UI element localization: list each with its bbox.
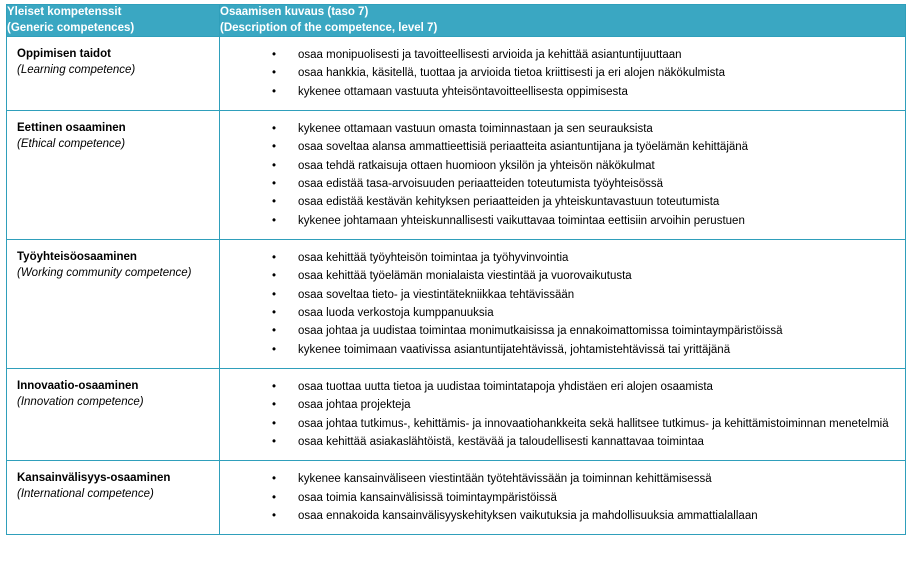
- bullet-point-icon: •: [272, 491, 277, 504]
- list-item-text: kykenee ottamaan vastuun omasta toiminnastaan ja sen seurauksista: [298, 123, 653, 136]
- list-item: [220, 158, 897, 174]
- competence-description-wrapper: [220, 37, 905, 110]
- table-header-row: [7, 5, 906, 37]
- competence-bullet-list: [220, 121, 897, 229]
- list-item: [220, 397, 897, 413]
- list-item-text: osaa tuottaa uutta tietoa ja uudistaa toimintatapoja yhdistäen eri alojen osaamista: [298, 380, 713, 393]
- competence-name-cell: [7, 368, 220, 460]
- list-item-text: osaa johtaa ja uudistaa toimintaa monimutkaisissa ja ennakoimattomissa toimintaympäristöissä: [298, 325, 783, 338]
- bullet-point-icon: •: [272, 123, 277, 136]
- list-item-text: osaa johtaa tutkimus-, kehittämis- ja innovaatiohankkeita sekä hallitsee tutkimus- ja kehittämistoiminnan menetelmiä: [298, 417, 889, 430]
- list-item: [220, 379, 897, 395]
- list-item: [220, 139, 897, 155]
- list-item: [220, 65, 897, 81]
- list-item-text: kykenee johtamaan yhteiskunnallisesti vaikuttavaa toimintaa eettisiin arvoihin perustuen: [298, 214, 745, 227]
- list-item-text: osaa ennakoida kansainvälisyyskehityksen vaikutuksia ja mahdollisuuksia ammattialallaan: [298, 509, 758, 522]
- bullet-point-icon: •: [272, 288, 277, 301]
- bullet-point-icon: •: [272, 270, 277, 283]
- competence-name-wrapper: [7, 240, 219, 291]
- competence-name-wrapper: [7, 461, 219, 512]
- list-item: [220, 194, 897, 210]
- table-row: [7, 239, 906, 368]
- list-item-text: osaa soveltaa tieto- ja viestintätekniikkaa tehtävissään: [298, 288, 575, 301]
- list-item: [220, 434, 897, 450]
- competence-subtitle: (Ethical competence): [17, 137, 126, 150]
- competence-bullet-list: [220, 471, 897, 524]
- competence-description-cell: [220, 461, 906, 535]
- list-item: [220, 250, 897, 266]
- bullet-point-icon: •: [272, 141, 277, 154]
- table-body: [7, 37, 906, 535]
- bullet-point-icon: •: [272, 306, 277, 319]
- competence-subtitle: (Learning competence): [17, 63, 136, 76]
- list-item-text: osaa edistää kestävän kehityksen periaatteiden ja yhteiskuntavastuun toteutumista: [298, 196, 720, 209]
- column-header-generic-competences-line2: (Generic competences): [7, 21, 135, 34]
- bullet-point-icon: •: [272, 380, 277, 393]
- competence-name-wrapper: [7, 111, 219, 162]
- bullet-point-icon: •: [272, 159, 277, 172]
- competence-subtitle: (Innovation competence): [17, 395, 144, 408]
- list-item-text: osaa kehittää työyhteisön toimintaa ja työhyvinvointia: [298, 251, 569, 264]
- bullet-point-icon: •: [272, 214, 277, 227]
- list-item-text: osaa toimia kansainvälisissä toimintaympäristöissä: [298, 491, 557, 504]
- bullet-point-icon: •: [272, 49, 277, 62]
- list-item-text: osaa luoda verkostoja kumppanuuksia: [298, 306, 494, 319]
- list-item: [220, 416, 897, 432]
- column-header-generic-competences-line1: Yleiset kompetenssit: [7, 6, 122, 18]
- competence-description-wrapper: [220, 461, 905, 534]
- bullet-point-icon: •: [272, 343, 277, 356]
- column-header-description-line1: Osaamisen kuvaus (taso 7): [220, 6, 369, 18]
- competence-name-cell: [7, 239, 220, 368]
- list-item-text: osaa monipuolisesti ja tavoitteellisesti arvioida ja kehittää asiantuntijuuttaan: [298, 49, 682, 62]
- list-item: [220, 47, 897, 63]
- list-item-text: kykenee kansainväliseen viestintään työtehtävissään ja toiminnan kehittämisessä: [298, 473, 712, 486]
- table-row: [7, 37, 906, 111]
- list-item: [220, 268, 897, 284]
- list-item: [220, 176, 897, 192]
- bullet-point-icon: •: [272, 251, 277, 264]
- list-item-text: osaa soveltaa alansa ammattieettisiä periaatteita asiantuntijana ja työelämän kehittäjänä: [298, 141, 749, 154]
- competence-subtitle: (International competence): [17, 488, 154, 501]
- list-item: [220, 121, 897, 137]
- competence-title: Kansainvälisyys-osaaminen: [17, 472, 171, 485]
- table-row: [7, 111, 906, 240]
- list-item: [220, 342, 897, 358]
- competence-subtitle: (Working community competence): [17, 266, 192, 279]
- competence-description-cell: [220, 368, 906, 460]
- competence-title: Eettinen osaaminen: [17, 122, 126, 135]
- bullet-point-icon: •: [272, 435, 277, 448]
- competence-bullet-list: [220, 47, 897, 100]
- bullet-point-icon: •: [272, 196, 277, 209]
- competence-description-cell: [220, 111, 906, 240]
- bullet-point-icon: •: [272, 85, 277, 98]
- list-item-text: osaa tehdä ratkaisuja ottaen huomioon yksilön ja yhteisön näkökulmat: [298, 159, 655, 172]
- bullet-point-icon: •: [272, 399, 277, 412]
- bullet-point-icon: •: [272, 178, 277, 190]
- list-item: [220, 305, 897, 321]
- table-row: [7, 461, 906, 535]
- list-item-text: osaa kehittää työelämän monialaista viestintää ja vuorovaikutusta: [298, 270, 632, 283]
- list-item-text: osaa hankkia, käsitellä, tuottaa ja arvioida tietoa kriittisesti ja eri alojen näkökulmista: [298, 67, 725, 80]
- competence-name-cell: [7, 37, 220, 111]
- table-header: [7, 5, 906, 37]
- bullet-point-icon: •: [272, 67, 277, 80]
- list-item-text: kykenee ottamaan vastuuta yhteisöntavoitteellisesta oppimisesta: [298, 85, 628, 98]
- competence-title: Työyhteisöosaaminen: [17, 250, 137, 263]
- competence-description-wrapper: [220, 240, 905, 368]
- list-item-text: kykenee toimimaan vaativissa asiantuntijatehtävissä, johtamistehtävissä tai yrittäjänä: [298, 343, 731, 356]
- competence-title: Oppimisen taidot: [17, 48, 111, 61]
- competence-bullet-list: [220, 250, 897, 358]
- list-item: [220, 490, 897, 506]
- competence-name-cell: [7, 461, 220, 535]
- list-item: [220, 213, 897, 229]
- list-item-text: osaa johtaa projekteja: [298, 399, 411, 412]
- competence-name-wrapper: [7, 369, 219, 420]
- competence-description-cell: [220, 239, 906, 368]
- bullet-point-icon: •: [272, 417, 277, 430]
- column-header-description: [220, 5, 906, 37]
- list-item-text: osaa kehittää asiakaslähtöistä, kestävää ja taloudellisesti kannattavaa toimintaa: [298, 435, 704, 448]
- competence-bullet-list: [220, 379, 897, 450]
- list-item: [220, 471, 897, 487]
- competence-name-cell: [7, 111, 220, 240]
- list-item-text: osaa edistää tasa-arvoisuuden periaatteiden toteutumista työyhteisössä: [298, 178, 664, 190]
- bullet-point-icon: •: [272, 473, 277, 486]
- table-row: [7, 368, 906, 460]
- column-header-description-line2: (Description of the competence, level 7): [220, 21, 438, 34]
- competence-description-wrapper: [220, 111, 905, 239]
- competence-description-cell: [220, 37, 906, 111]
- competence-name-wrapper: [7, 37, 219, 88]
- competence-title: Innovaatio-osaaminen: [17, 379, 139, 392]
- list-item: [220, 84, 897, 100]
- bullet-point-icon: •: [272, 509, 277, 522]
- list-item: [220, 287, 897, 303]
- column-header-generic-competences: [7, 5, 220, 37]
- competence-table: [6, 4, 906, 535]
- bullet-point-icon: •: [272, 325, 277, 338]
- list-item: [220, 508, 897, 524]
- list-item: [220, 323, 897, 339]
- competence-description-wrapper: [220, 369, 905, 460]
